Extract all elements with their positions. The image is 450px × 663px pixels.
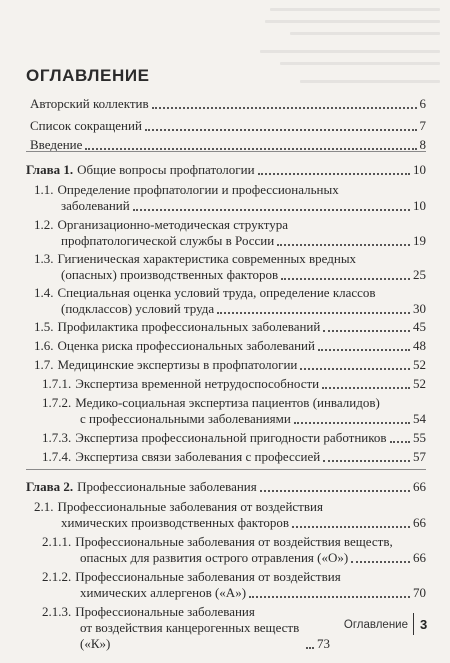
toc-leader xyxy=(300,368,410,370)
toc-entry-1-7-4[interactable] xyxy=(42,449,426,465)
toc-page-number: 55 xyxy=(413,430,426,445)
toc-entry-1-5[interactable] xyxy=(34,319,426,335)
toc-entry-1-1[interactable] xyxy=(34,182,426,198)
toc-entry-1-7[interactable] xyxy=(34,357,426,373)
toc-page-number: 10 xyxy=(413,162,426,177)
toc-leader xyxy=(281,278,410,280)
toc-entry-1-7-3[interactable] xyxy=(42,430,426,446)
toc-entry-1-7-2-cont[interactable]: с профессиональными заболеваниями 54 xyxy=(80,411,426,426)
page-number: 3 xyxy=(420,617,428,632)
toc-entry-1-2[interactable] xyxy=(34,217,426,233)
toc-leader xyxy=(351,561,410,563)
running-footer-section: Оглавление xyxy=(343,619,408,631)
toc-leader xyxy=(323,330,410,332)
toc-page-number: 70 xyxy=(413,585,426,600)
toc-entry-2-1-cont[interactable]: химических производственных факторов 66 xyxy=(61,515,426,530)
toc-entry-label: 1.6. Оценка риска профессиональных заболеваний xyxy=(34,338,315,353)
toc-leader xyxy=(152,107,417,109)
toc-leader xyxy=(85,148,416,150)
toc-page-number: 66 xyxy=(413,515,426,530)
toc-page-number: 66 xyxy=(413,479,426,494)
toc-page-number: 54 xyxy=(413,411,426,426)
toc-entry-label: Авторский коллектив xyxy=(30,96,149,111)
toc-entry-label: 2.1.1. Профессиональные заболевания от воздействия веществ, xyxy=(42,534,393,549)
toc-entry-label: Глава 2. Профессиональные заболевания xyxy=(26,479,257,494)
toc-entry-2-1-1-cont[interactable]: опасных для развития острого отравления («О») 66 xyxy=(80,550,426,565)
toc-entry-label: 1.7. Медицинские экспертизы в профпатологии xyxy=(34,357,298,372)
toc-leader xyxy=(322,387,410,389)
toc-page-number: 30 xyxy=(413,301,426,316)
toc-page-number: 19 xyxy=(413,233,426,248)
toc-entry-1-3-cont[interactable]: (опасных) производственных факторов 25 xyxy=(61,267,426,282)
toc-entry-label: 2.1.2. Профессиональные заболевания от воздействия xyxy=(42,569,341,584)
toc-entry-abbreviations[interactable] xyxy=(30,118,426,134)
toc-entry-2-1-3[interactable] xyxy=(42,604,426,620)
toc-entry-label: Глава 1. Общие вопросы профпатологии xyxy=(26,162,255,177)
toc-entry-2-1-2-cont[interactable]: химических аллергенов («А») 70 xyxy=(80,585,426,600)
toc-entry-2-1-1[interactable] xyxy=(42,534,426,550)
page-title: ОГЛАВЛЕНИЕ xyxy=(26,66,150,85)
section-divider xyxy=(26,151,426,152)
bleed-through-text xyxy=(0,0,450,110)
toc-entry-authors[interactable] xyxy=(30,96,426,112)
toc-entry-label: 1.1. Определение профпатологии и профессиональных xyxy=(34,182,339,197)
toc-leader xyxy=(217,312,410,314)
toc-page-number: 66 xyxy=(413,550,426,565)
toc-leader xyxy=(294,422,410,424)
toc-leader xyxy=(306,647,314,649)
toc-entry-label: Список сокращений xyxy=(30,118,142,133)
toc-entry-1-2-cont[interactable]: профпатологической службы в России 19 xyxy=(61,233,426,248)
section-divider xyxy=(26,469,426,470)
toc-page-number: 57 xyxy=(413,449,426,464)
toc-page-number: 52 xyxy=(413,357,426,372)
toc-entry-2-1[interactable] xyxy=(34,499,426,515)
toc-page-number: 6 xyxy=(419,96,426,111)
toc-entry-2-1-2[interactable] xyxy=(42,569,426,585)
toc-entry-label: 1.7.3. Экспертиза профессиональной пригодности работников xyxy=(42,430,387,445)
toc-leader xyxy=(133,209,410,211)
toc-leader xyxy=(390,441,410,443)
toc-entry-label: Введение xyxy=(30,137,83,152)
toc-leader xyxy=(145,129,417,131)
toc-entry-1-7-1[interactable] xyxy=(42,376,426,392)
toc-entry-label: 1.2. Организационно-методическая структура xyxy=(34,217,289,232)
toc-entry-label: 1.7.1. Экспертиза временной нетрудоспособности xyxy=(42,376,320,391)
toc-leader xyxy=(258,173,410,175)
toc-entry-1-4[interactable] xyxy=(34,285,426,301)
toc-entry-1-1-cont[interactable]: заболеваний 10 xyxy=(61,198,426,213)
toc-entry-label: 2.1.3. Профессиональные заболевания xyxy=(42,604,255,619)
toc-entry-label: 1.7.4. Экспертиза связи заболевания с профессией xyxy=(42,449,321,464)
toc-entry-label: 1.3. Гигиеническая характеристика современных вредных xyxy=(34,251,357,266)
toc-leader xyxy=(260,490,410,492)
toc-page-number: 7 xyxy=(419,118,426,133)
toc-entry-1-3[interactable] xyxy=(34,251,426,267)
toc-leader xyxy=(277,244,410,246)
toc-entry-1-7-2[interactable] xyxy=(42,395,426,411)
toc-leader xyxy=(318,349,410,351)
toc-entry-1-6[interactable] xyxy=(34,338,426,354)
toc-page-number: 10 xyxy=(413,198,426,213)
toc-chapter-2[interactable] xyxy=(26,479,426,495)
toc-entry-label: 1.5. Профилактика профессиональных заболеваний xyxy=(34,319,321,334)
toc-leader xyxy=(292,526,410,528)
footer-divider xyxy=(413,613,414,635)
toc-leader xyxy=(249,596,410,598)
toc-page-number: 8 xyxy=(419,137,426,152)
toc-chapter-number: Глава 1. xyxy=(26,162,74,177)
toc-page-number: 73 xyxy=(317,636,330,651)
toc-leader xyxy=(323,460,410,462)
toc-chapter-number: Глава 2. xyxy=(26,479,74,494)
toc-page-number: 25 xyxy=(413,267,426,282)
toc-entry-2-1-3-cont[interactable]: от воздействия канцерогенных веществ («К») 73 xyxy=(80,620,330,651)
toc-entry-label: 2.1. Профессиональные заболевания от воздействия xyxy=(34,499,323,514)
toc-page-number: 48 xyxy=(413,338,426,353)
toc-chapter-1[interactable] xyxy=(26,162,426,178)
toc-page-number: 45 xyxy=(413,319,426,334)
toc-entry-1-4-cont[interactable]: (подклассов) условий труда 30 xyxy=(61,301,426,316)
toc-entry-label: 1.4. Специальная оценка условий труда, определение классов xyxy=(34,285,376,300)
toc-page-number: 52 xyxy=(413,376,426,391)
toc-entry-label: 1.7.2. Медико-социальная экспертиза пациентов (инвалидов) xyxy=(42,395,380,410)
